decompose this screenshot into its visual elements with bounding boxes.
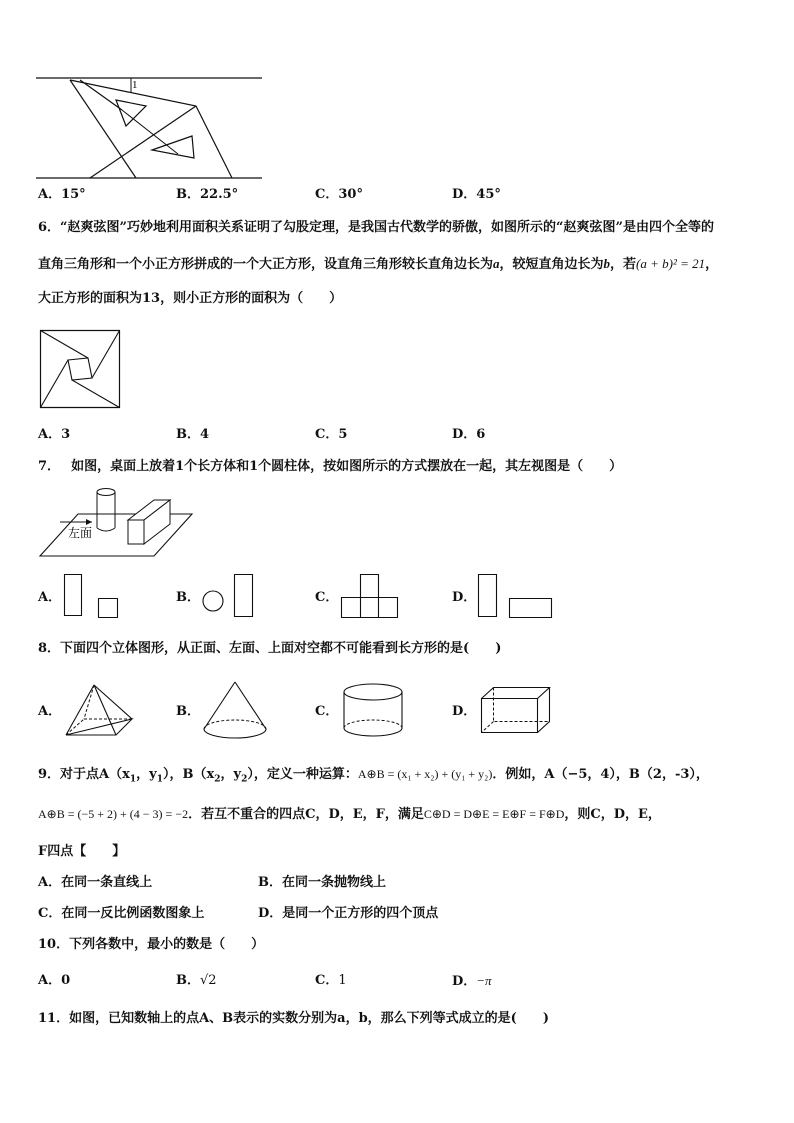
q8-option-b-cone [202,681,268,741]
q10-option-b[interactable]: B．√2 [176,973,217,988]
q6-stem-line1: 6．“赵爽弦图”巧妙地利用面积关系证明了勾股定理，是我国古代数学的骄傲，如图所示的“赵爽弦图”是由四个全等的 [38,220,714,235]
q9-option-b[interactable]: B．在同一条抛物线上 [258,875,386,890]
q9-definition-formula: A⊕B = (x₁ + x₂) + (y₁ + y₂) [357,767,493,781]
q10-option-d[interactable]: D．−π [452,973,492,989]
q5-option-d[interactable]: D．45° [452,187,501,202]
q8-option-c[interactable]: C． [315,704,339,719]
q9-option-d[interactable]: D．是同一个正方形的四个顶点 [258,906,439,921]
q5-option-a[interactable]: A．15° [38,187,86,202]
q9-stem-line3: F四点【 】 [38,844,126,859]
q7-option-c-figure [340,574,400,620]
q5-option-c[interactable]: C．30° [315,187,363,202]
q5-option-b[interactable]: B．22.5° [176,187,239,202]
q6-option-a[interactable]: A．3 [38,427,71,442]
q7-option-a[interactable]: A． [38,590,62,605]
q10-option-a[interactable]: A．0 [38,973,71,988]
q7-option-b-figure [202,574,256,620]
q9-stem-line2: A⊕B = (−5 + 2) + (4 − 3) = −2．若互不重合的四点C，D，E，F，满足C⊕D = D⊕E = E⊕F = F⊕D，则C，D，E， [38,807,661,822]
q5-figure-triangles [36,70,266,182]
q8-option-d-cuboid [480,686,552,736]
q7-option-c[interactable]: C． [315,590,339,605]
q8-option-c-cylinder [342,682,404,740]
q8-option-d[interactable]: D． [452,704,477,719]
q7-stem: 7． 如图，桌面上放着1个长方体和1个圆柱体，按如图所示的方式摆放在一起，其左视图是（ ） [38,459,623,474]
q6-option-b[interactable]: B．4 [176,427,210,442]
q6-option-c[interactable]: C．5 [315,427,348,442]
q9-stem-line1: 9．对于点$A(x_1$，$y_1$），$B(x_2$，$y_2$），定义一种运算：A⊕B = (x₁ + x₂) + (y₁ + y₂)．例如，A（−5，4），B（2，-3）， [38,767,709,785]
q5-figure-label: 1 [132,79,138,91]
q9-option-a[interactable]: A．在同一条直线上 [38,875,153,890]
q6-stem-line2: 直角三角形和一个小正方形拼成的一个大正方形，设直角三角形较长直角边长为a，较短直角边长为b，若(a + b)² = 21， [38,256,719,272]
q6-formula: (a + b)² = 21 [636,256,706,271]
q7-option-b[interactable]: B． [176,590,200,605]
q11-stem: 11．如图，已知数轴上的点A、B表示的实数分别为a，b，那么下列等式成立的是( ) [38,1011,549,1026]
q9-example-formula: A⊕B = (−5 + 2) + (4 − 3) = −2 [38,807,189,821]
q9-option-c[interactable]: C．在同一反比例函数图象上 [38,906,205,921]
q7-figure-label: 左面 [68,526,93,540]
q10-option-c[interactable]: C．1 [315,973,347,988]
q7-option-d-figure [478,574,556,620]
q7-table-figure [38,484,194,558]
q6-zhao-shuang-diagram [40,330,120,408]
q6-option-d[interactable]: D．6 [452,427,486,442]
q6-stem-line3: 大正方形的面积为13，则小正方形的面积为（ ） [38,291,343,306]
q8-option-a-pyramid [64,683,134,739]
q8-stem: 8．下面四个立体图形，从正面、左面、上面对空都不可能看到长方形的是( ) [38,641,502,656]
q8-option-b[interactable]: B． [176,704,200,719]
q10-stem: 10．下列各数中，最小的数是（ ） [38,937,265,952]
q7-option-a-figure [64,574,120,620]
q7-option-d[interactable]: D． [452,590,477,605]
q9-condition-formula: C⊕D = D⊕E = E⊕F = F⊕D [423,807,565,821]
q8-option-a[interactable]: A． [38,704,62,719]
